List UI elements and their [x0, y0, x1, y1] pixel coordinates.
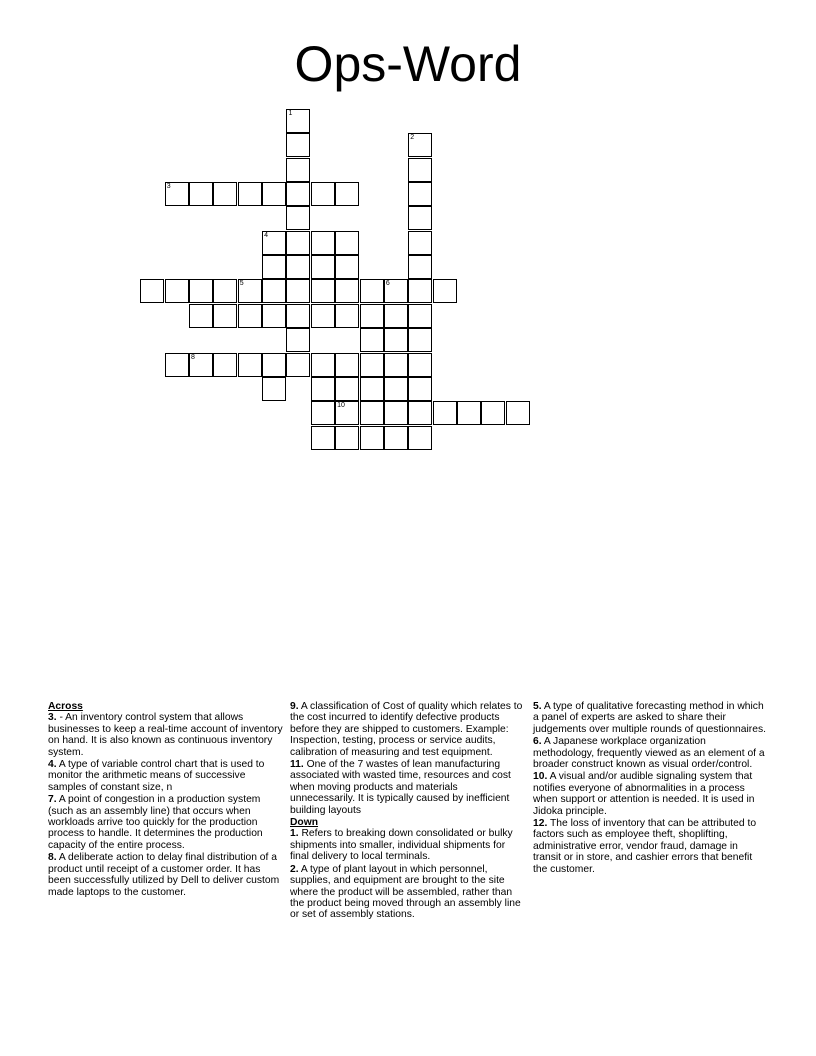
grid-cell[interactable] — [213, 182, 237, 206]
clue — [48, 712, 283, 758]
grid-cell[interactable] — [189, 182, 213, 206]
grid-cell[interactable] — [335, 426, 359, 450]
grid-cell[interactable] — [335, 231, 359, 255]
grid-cell[interactable] — [262, 279, 286, 303]
clue-text: A deliberate action to delay final distribution of a product until receipt of a customer order. It has been successfully utilized by Dell to deliver custom made laptops to the customer. — [48, 852, 280, 898]
clue-number-label: 7. — [48, 794, 57, 806]
grid-cell[interactable] — [384, 328, 408, 352]
clue — [533, 818, 768, 875]
clue-text: - An inventory control system that allows businesses to keep a real-time account of inventory on hand. It is also known as continuous inventory system. — [48, 712, 283, 758]
grid-cell[interactable] — [506, 401, 530, 425]
grid-cell[interactable] — [360, 353, 384, 377]
clue-number-label: 8. — [48, 852, 57, 864]
grid-cell[interactable] — [335, 255, 359, 279]
grid-cell[interactable] — [286, 158, 310, 182]
grid-cell[interactable] — [286, 255, 310, 279]
grid-cell[interactable] — [262, 304, 286, 328]
grid-cell[interactable] — [238, 279, 262, 303]
grid-cell[interactable] — [286, 206, 310, 230]
grid-cell[interactable] — [360, 401, 384, 425]
grid-cell[interactable] — [165, 279, 189, 303]
grid-cell[interactable] — [384, 304, 408, 328]
clue-number-label: 11. — [290, 759, 304, 771]
grid-cell[interactable] — [408, 426, 432, 450]
across-clue-list-continued — [290, 701, 525, 816]
grid-cell[interactable] — [360, 279, 384, 303]
down-clue-list-continued — [533, 701, 768, 875]
grid-cell[interactable] — [384, 279, 408, 303]
grid-cell[interactable] — [408, 206, 432, 230]
clues-column-2 — [290, 701, 525, 922]
clue-number: 10 — [337, 402, 345, 410]
clue-text: Refers to breaking down consolidated or bulky shipments into smaller, individual shipments for final delivery to local terminals. — [290, 828, 513, 863]
grid-cell[interactable] — [408, 279, 432, 303]
clue-number: 6 — [385, 280, 390, 288]
grid-cell[interactable] — [189, 304, 213, 328]
grid-cell[interactable] — [335, 353, 359, 377]
grid-cell[interactable] — [213, 353, 237, 377]
grid-cell[interactable] — [360, 377, 384, 401]
grid-cell[interactable] — [408, 158, 432, 182]
grid-cell[interactable] — [286, 279, 310, 303]
grid-cell[interactable] — [384, 377, 408, 401]
grid-cell[interactable] — [408, 304, 432, 328]
grid-cell[interactable] — [213, 279, 237, 303]
clues-column-1 — [48, 701, 283, 899]
clues-column-3 — [533, 701, 768, 876]
grid-cell[interactable] — [311, 426, 335, 450]
grid-cell[interactable] — [481, 401, 505, 425]
grid-cell[interactable] — [262, 182, 286, 206]
grid-cell[interactable] — [408, 353, 432, 377]
clue-number-label: 3. — [48, 712, 57, 724]
clue-text: A type of variable control chart that is used to monitor the arithmetic means of successive samples of constant size, n — [48, 759, 265, 793]
grid-cell[interactable] — [408, 255, 432, 279]
grid-cell[interactable] — [311, 353, 335, 377]
grid-cell[interactable] — [311, 279, 335, 303]
grid-cell[interactable] — [408, 328, 432, 352]
grid-cell[interactable] — [408, 231, 432, 255]
grid-cell[interactable] — [286, 109, 310, 133]
grid-cell[interactable] — [384, 353, 408, 377]
clue-text: A Japanese workplace organization methodology, frequently viewed as an element of a broader construct known as visual order/control. — [533, 736, 765, 771]
clue-number-label: 12. — [533, 818, 548, 830]
grid-cell[interactable] — [408, 377, 432, 401]
grid-cell[interactable] — [140, 279, 164, 303]
grid-cell[interactable] — [311, 401, 335, 425]
clue — [290, 701, 525, 758]
puzzle-title: Ops-Word — [294, 36, 522, 92]
clue-number-label: 5. — [533, 701, 542, 712]
grid-cell[interactable] — [262, 255, 286, 279]
grid-cell[interactable] — [165, 182, 189, 206]
down-heading: Down — [290, 817, 319, 829]
grid-cell[interactable] — [335, 377, 359, 401]
clue — [533, 701, 768, 735]
clue-text: The loss of inventory that can be attributed to factors such as employee theft, shoplifting, administrative error, vendor fraud, damage in transit or in store, and cashier errors that benefit the customer. — [533, 818, 757, 875]
across-clue-list — [48, 712, 283, 898]
grid-cell[interactable] — [286, 328, 310, 352]
across-heading: Across — [48, 701, 83, 712]
clue — [48, 759, 283, 793]
clue — [290, 864, 525, 921]
grid-cell[interactable] — [360, 328, 384, 352]
clue-number: 5 — [239, 280, 244, 288]
clue-number-label: 6. — [533, 736, 542, 748]
grid-cell[interactable] — [311, 304, 335, 328]
clue-number-label: 2. — [290, 863, 299, 875]
clue-number-label: 9. — [290, 701, 299, 712]
grid-cell[interactable] — [262, 377, 286, 401]
clue-text: A visual and/or audible signaling system that notifies everyone of abnormalities in a process when support or attention is needed. It is used in Jidoka principle. — [533, 771, 755, 817]
clue-number: 3 — [166, 183, 171, 191]
grid-cell[interactable] — [384, 401, 408, 425]
clue-text: A type of qualitative forecasting method in which a panel of experts are asked to share their judgements over multiple rounds of questionnaires. — [533, 701, 766, 735]
grid-cell[interactable] — [457, 401, 481, 425]
clue-number-label: 10. — [533, 771, 548, 783]
clue-text: A classification of Cost of quality which relates to the cost incurred to identify defective products before they are shipped to customers. Example: Inspection, testing, process or service audits, calibration of measuring and test equipment. — [290, 701, 523, 758]
clue-number: 8 — [191, 353, 195, 361]
grid-cell[interactable] — [165, 353, 189, 377]
clue-text: One of the 7 wastes of lean manufacturing associated with wasted time, resources and cost when moving products and materials unnecessarily. It is typically caused by inefficient building layouts — [290, 759, 511, 816]
grid-cell[interactable] — [189, 279, 213, 303]
clue-text: A type of plant layout in which personnel, supplies, and equipment are brought to the site where the product will be assembled, rather than the product being moved through an assembly line or set of assembly stations. — [290, 863, 521, 921]
grid-cell[interactable] — [335, 182, 359, 206]
grid-cell[interactable] — [238, 353, 262, 377]
grid-cell[interactable] — [335, 401, 359, 425]
clue — [533, 771, 768, 817]
clue-number: 2 — [410, 134, 415, 142]
clue — [48, 852, 283, 898]
grid-cell[interactable] — [311, 182, 335, 206]
clue — [533, 736, 768, 770]
down-clue-list — [290, 828, 525, 920]
grid-cell[interactable] — [408, 182, 432, 206]
grid-cell[interactable] — [311, 231, 335, 255]
clue — [290, 759, 525, 816]
grid-cell[interactable] — [286, 231, 310, 255]
grid-cell[interactable] — [433, 279, 457, 303]
clue — [48, 794, 283, 851]
grid-cell[interactable] — [238, 304, 262, 328]
grid-cell[interactable] — [433, 401, 457, 425]
grid-cell[interactable] — [213, 304, 237, 328]
grid-cell[interactable] — [335, 304, 359, 328]
grid-cell[interactable] — [262, 353, 286, 377]
grid-cell[interactable] — [238, 182, 262, 206]
grid-cell[interactable] — [286, 304, 310, 328]
grid-cell[interactable] — [311, 255, 335, 279]
grid-cell[interactable] — [335, 279, 359, 303]
grid-cell[interactable] — [408, 133, 432, 157]
clue-number: 4 — [264, 231, 268, 239]
grid-cell[interactable] — [286, 133, 310, 157]
clue-number: 1 — [288, 110, 293, 117]
grid-cell[interactable] — [286, 353, 310, 377]
grid-cell[interactable] — [189, 353, 213, 377]
clue-number-label: 1. — [290, 828, 299, 840]
clue — [290, 828, 525, 862]
grid-cell[interactable] — [360, 304, 384, 328]
grid-cell[interactable] — [408, 401, 432, 425]
grid-cell[interactable] — [286, 182, 310, 206]
grid-cell[interactable] — [384, 426, 408, 450]
grid-cell[interactable] — [311, 377, 335, 401]
grid-cell[interactable] — [262, 231, 286, 255]
clue-text: A point of congestion in a production system (such as an assembly line) that occurs when workloads arrive too quickly for the production process to handle. It determines the production capacity of the entire process. — [48, 794, 263, 851]
clue-number-label: 4. — [48, 759, 57, 771]
grid-cell[interactable] — [360, 426, 384, 450]
